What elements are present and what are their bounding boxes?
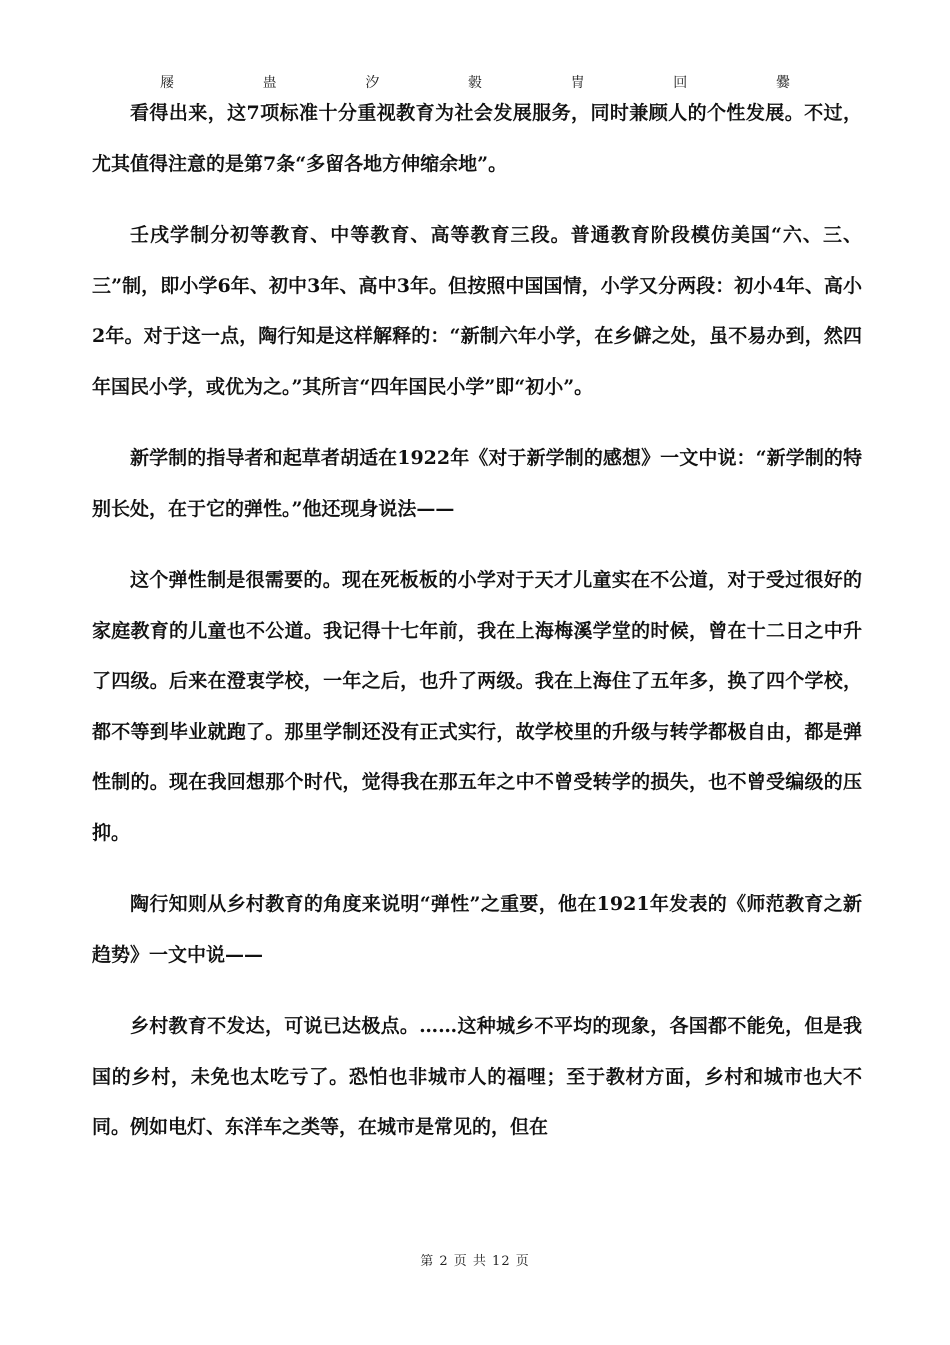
paragraph: 看得出来，这7项标准十分重视教育为社会发展服务，同时兼顾人的个性发展。不过，尤其值得注意的是第7条“多留各地方伸缩余地”。 bbox=[92, 102, 862, 175]
header-char: 豰 bbox=[467, 75, 482, 91]
header-char: 蛊 bbox=[262, 75, 277, 91]
header-char: 冑 bbox=[570, 75, 585, 91]
header-char: 回 bbox=[673, 75, 688, 91]
block-quote-paragraph: 这个弹性制是很需要的。现在死板板的小学对于天才儿童实在不公道，对于受过很好的家庭教育的儿童也不公道。我记得十七年前，我在上海梅溪学堂的时候，曾在十二日之中升了四级。后来在澄衷学校，一年之后，也升了两级。我在上海住了五年多，换了四个学校，都不等到毕业就跑了。那里学制还没有正式实行，故学校里的升级与转学都极自由，都是弹性制的。现在我回想那个时代，觉得我在那五年之中不曾受转学的损失，也不曾受编级的压抑。 bbox=[92, 569, 862, 844]
header-char: 屦 bbox=[160, 75, 174, 91]
paragraph: 陶行知则从乡村教育的角度来说明“弹性”之重要，他在1921年发表的《师范教育之新趋势》一文中说—— bbox=[92, 893, 862, 966]
header-char: 爨 bbox=[775, 75, 790, 91]
header-char: 汐 bbox=[365, 75, 380, 91]
block-quote-paragraph: 乡村教育不发达，可说已达极点。……这种城乡不平均的现象，各国都不能免，但是我国的乡村，未免也太吃亏了。恐怕也非城市人的福哩；至于教材方面，乡村和城市也大不同。例如电灯、东洋车之类等，在城市是常见的，但在 bbox=[92, 1015, 862, 1138]
document-body bbox=[92, 88, 862, 1174]
paragraph: 新学制的指导者和起草者胡适在1922年《对于新学制的感想》一文中说：“新学制的特别长处，在于它的弹性。”他还现身说法—— bbox=[92, 447, 862, 520]
page-number: 第 2 页 共 12 页 bbox=[420, 1254, 530, 1269]
paragraph: 壬戌学制分初等教育、中等教育、高等教育三段。普通教育阶段模仿美国“六、三、三”制，即小学6年、初中3年、高中3年。但按照中国国情，小学又分两段：初小4年、高小2年。对于这一点，陶行知是这样解释的：“新制六年小学，在乡僻之处，虽不易办到，然四年国民小学，或优为之。”其所言“四年国民小学”即“初小”。 bbox=[92, 224, 862, 398]
